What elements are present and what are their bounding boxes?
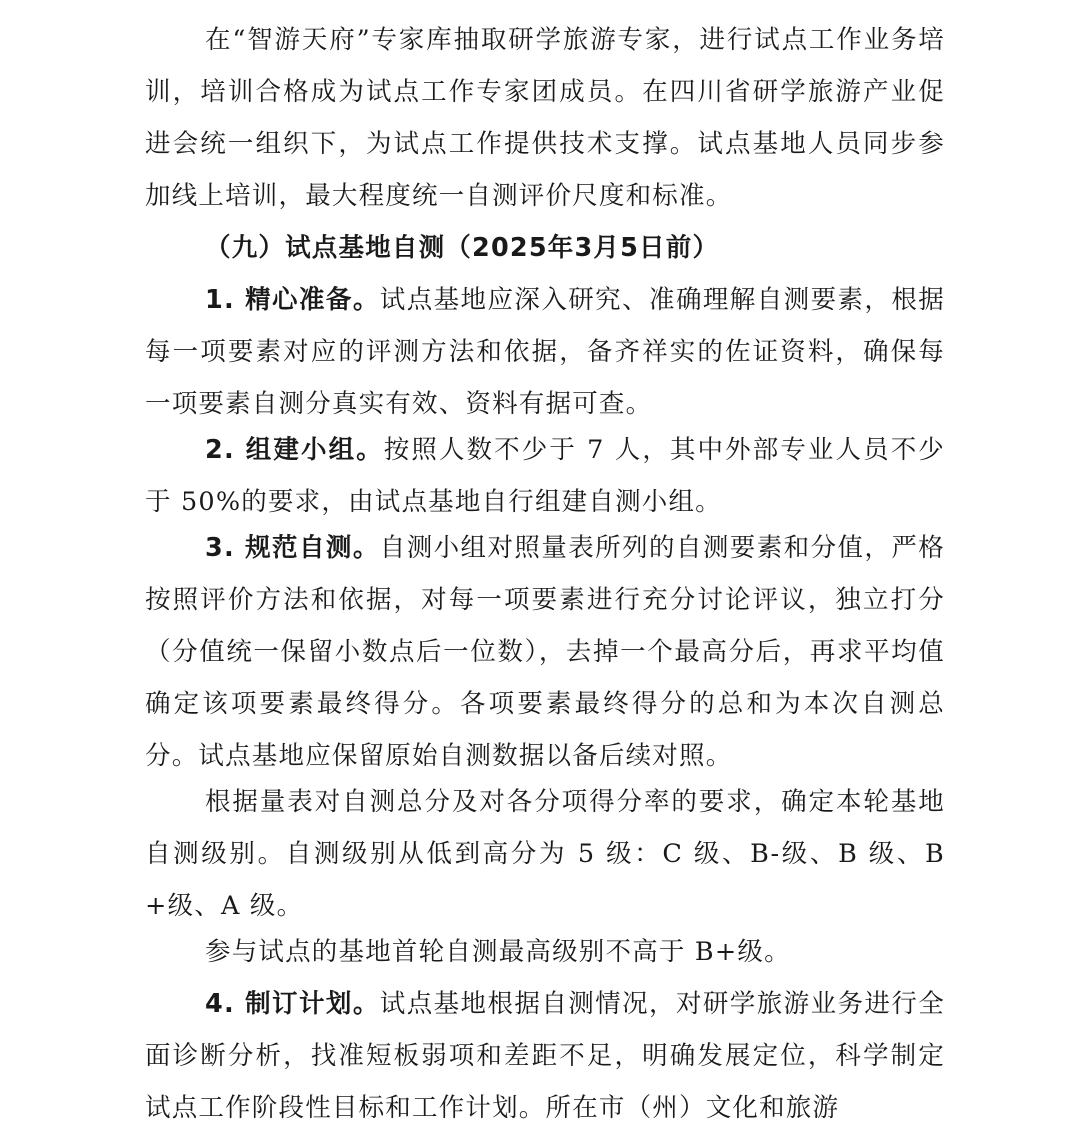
paragraph-item-4 bbox=[145, 978, 945, 1134]
paragraph-item-3 bbox=[145, 522, 945, 782]
paragraph-level-limit: 参与试点的基地首轮自测最高级别不高于 B+级。 bbox=[205, 937, 791, 967]
paragraph-item-1 bbox=[145, 274, 945, 430]
item-2-text: 按照人数不少于 7 人，其中外部专业人员不少于 50%的要求，由试点基地自行组建自测小组。 bbox=[145, 435, 945, 517]
paragraph-item-2 bbox=[145, 424, 945, 528]
item-1-lead: 1. 精心准备。 bbox=[205, 285, 380, 315]
item-3-lead: 3. 规范自测。 bbox=[205, 533, 380, 563]
item-4-lead: 4. 制订计划。 bbox=[205, 989, 380, 1019]
item-2-lead: 2. 组建小组。 bbox=[205, 435, 384, 465]
paragraph-expert-training: 在“智游天府”专家库抽取研学旅游专家，进行试点工作业务培训，培训合格成为试点工作专家团成员。在四川省研学旅游产业促进会统一组织下，为试点工作提供技术支撑。试点基地人员同步参加线上培训，最大程度统一自测评价尺度和标准。 bbox=[145, 25, 945, 211]
paragraph-levels: 根据量表对自测总分及对各分项得分率的要求，确定本轮基地自测级别。自测级别从低到高分为 5 级：C 级、B-级、B 级、B+级、A 级。 bbox=[145, 787, 945, 921]
item-3-text: 自测小组对照量表所列的自测要素和分值，严格按照评价方法和依据，对每一项要素进行充分讨论评议，独立打分（分值统一保留小数点后一位数），去掉一个最高分后，再求平均值确定该项要素最终得分。各项要素最终得分的总和为本次自测总分。试点基地应保留原始自测数据以备后续对照。 bbox=[145, 533, 945, 771]
item-1-text: 试点基地应深入研究、准确理解自测要素，根据每一项要素对应的评测方法和依据，备齐祥实的佐证资料，确保每一项要素自测分真实有效、资料有据可查。 bbox=[145, 285, 945, 419]
item-4-text: 试点基地根据自测情况，对研学旅游业务进行全面诊断分析，找准短板弱项和差距不足，明确发展定位，科学制定试点工作阶段性目标和工作计划。所在市（州）文化和旅游 bbox=[145, 989, 945, 1123]
section-heading-self-test: （九）试点基地自测（2025年3月5日前） bbox=[205, 233, 720, 263]
